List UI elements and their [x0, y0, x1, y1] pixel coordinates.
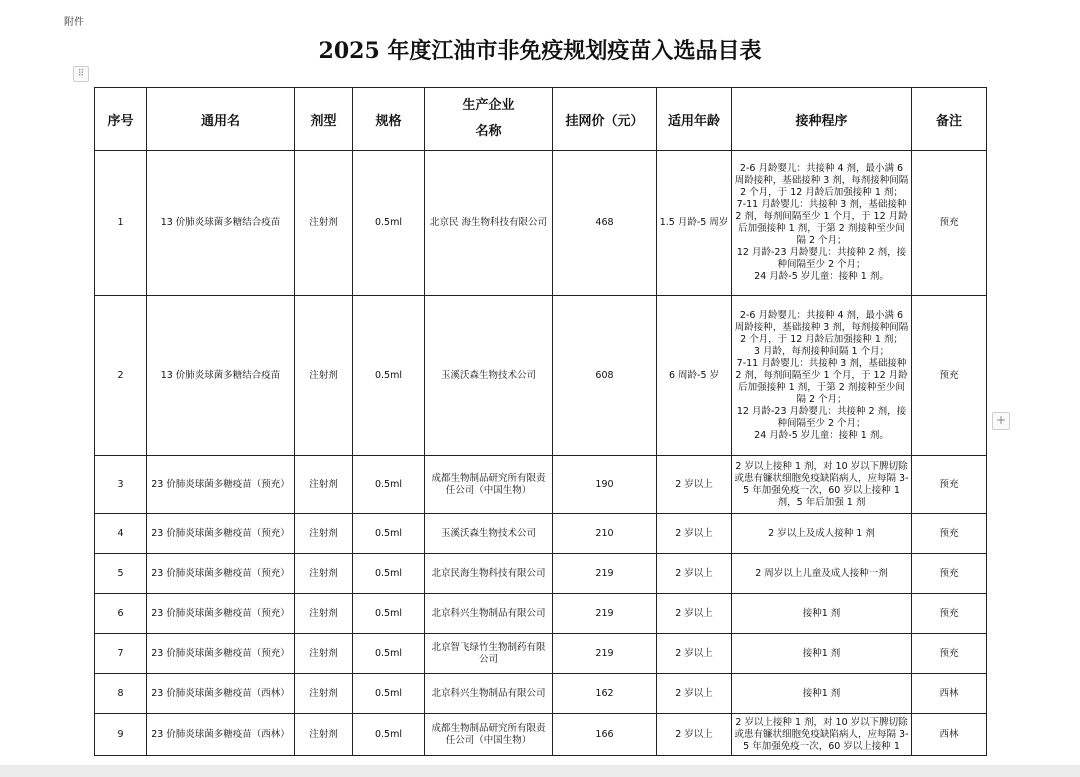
- cell-spec: 0.5ml: [353, 514, 425, 554]
- cell-manufacturer: 北京科兴生物制品有限公司: [425, 674, 553, 714]
- table-drag-handle-icon[interactable]: ⠿: [73, 66, 89, 82]
- cell-age: 2 岁以上: [657, 554, 732, 594]
- header-seq: 序号: [95, 88, 147, 151]
- cell-seq: 9: [95, 714, 147, 756]
- procedure-line: 2 岁以上接种 1 剂，对 10 岁以下脾切除或患有镰状细胞免疫缺陷病人，应每隔 3-5 年加强免疫一次，60 岁以上接种 1 剂，5 年后加强 1 剂: [734, 460, 909, 508]
- cell-price: 219: [553, 594, 657, 634]
- cell-form: 注射剂: [295, 456, 353, 514]
- cell-name: 23 价肺炎球菌多糖疫苗（预充）: [147, 514, 295, 554]
- cell-price: 468: [553, 151, 657, 296]
- table-row: [95, 554, 987, 594]
- cell-procedure: [732, 296, 912, 456]
- cell-name: 23 价肺炎球菌多糖疫苗（预充）: [147, 456, 295, 514]
- cell-manufacturer: 北京科兴生物制品有限公司: [425, 594, 553, 634]
- cell-seq: 5: [95, 554, 147, 594]
- procedure-line: 2 岁以上及成人接种 1 剂: [768, 527, 875, 539]
- cell-form: 注射剂: [295, 151, 353, 296]
- cell-procedure: [732, 634, 912, 674]
- procedure-line: 24 月龄-5 岁儿童：接种 1 剂。: [754, 429, 889, 441]
- cell-spec: 0.5ml: [353, 554, 425, 594]
- cell-price: 166: [553, 714, 657, 756]
- cell-procedure: [732, 674, 912, 714]
- procedure-line: 2-6 月龄婴儿：共接种 4 剂，最小满 6 周龄接种，基础接种 3 剂，每剂接种间隔 2 个月，于 12 月龄后加强接种 1 剂；: [734, 163, 909, 198]
- cell-remark: 预充: [912, 514, 987, 554]
- cell-remark: 预充: [912, 456, 987, 514]
- cell-seq: 1: [95, 151, 147, 296]
- cell-spec: 0.5ml: [353, 296, 425, 456]
- cell-age: 6 周龄-5 岁: [657, 296, 732, 456]
- cell-seq: 4: [95, 514, 147, 554]
- header-manufacturer-line2: 名称: [475, 124, 502, 139]
- cell-remark: 预充: [912, 594, 987, 634]
- cell-procedure: [732, 714, 912, 756]
- cell-manufacturer: 玉溪沃森生物技术公司: [425, 296, 553, 456]
- cell-manufacturer: 北京民 海生物科技有限公司: [425, 151, 553, 296]
- cell-seq: 2: [95, 296, 147, 456]
- header-age: 适用年龄: [657, 88, 732, 151]
- procedure-line: 12 月龄-23 月龄婴儿：共接种 2 剂，接种间隔至少 2 个月；: [736, 247, 907, 270]
- cell-name: 23 价肺炎球菌多糖疫苗（预充）: [147, 634, 295, 674]
- procedure-line: 接种1 剂: [802, 647, 841, 659]
- cell-price: 219: [553, 554, 657, 594]
- cell-form: 注射剂: [295, 594, 353, 634]
- vaccine-table: [94, 87, 987, 756]
- procedure-line: 7-11 月龄婴儿：共接种 3 剂，基础接种 2 剂，每剂间隔至少 1 个月，于 12 月龄后加强接种 1 剂，于第 2 剂接种至少间隔 2 个月；: [735, 199, 908, 246]
- table-row: [95, 714, 987, 756]
- attachment-label: 附件: [64, 17, 84, 28]
- cell-seq: 6: [95, 594, 147, 634]
- procedure-line: 2 周岁以上儿童及成人接种一剂: [755, 567, 888, 579]
- cell-age: 2 岁以上: [657, 594, 732, 634]
- cell-spec: 0.5ml: [353, 456, 425, 514]
- procedure-line: 3 月龄，每剂接种间隔 1 个月；: [753, 345, 890, 357]
- cell-remark: 预充: [912, 634, 987, 674]
- cell-name: 23 价肺炎球菌多糖疫苗（西林）: [147, 674, 295, 714]
- procedure-line: 24 月龄-5 岁儿童：接种 1 剂。: [754, 271, 889, 282]
- cell-procedure: [732, 554, 912, 594]
- cell-age: 2 岁以上: [657, 514, 732, 554]
- cell-age: 1.5 月龄-5 周岁: [657, 151, 732, 296]
- cell-manufacturer: 玉溪沃森生物技术公司: [425, 514, 553, 554]
- cell-age: 2 岁以上: [657, 714, 732, 756]
- cell-form: 注射剂: [295, 514, 353, 554]
- cell-age: 2 岁以上: [657, 456, 732, 514]
- cell-manufacturer: 成都生物制品研究所有限责任公司（中国生物）: [425, 714, 553, 756]
- cell-form: 注射剂: [295, 296, 353, 456]
- cell-form: 注射剂: [295, 634, 353, 674]
- header-manufacturer-line1: 生产企业: [462, 98, 515, 113]
- cell-name: 23 价肺炎球菌多糖疫苗（预充）: [147, 554, 295, 594]
- cell-name: 13 价肺炎球菌多糖结合疫苗: [147, 296, 295, 456]
- cell-price: 162: [553, 674, 657, 714]
- table-row: [95, 456, 987, 514]
- cell-manufacturer: 北京民海生物科技有限公司: [425, 554, 553, 594]
- cell-remark: 预充: [912, 554, 987, 594]
- cell-procedure: [732, 151, 912, 296]
- cell-procedure: [732, 514, 912, 554]
- cell-manufacturer: 成都生物制品研究所有限责任公司（中国生物）: [425, 456, 553, 514]
- cell-price: 219: [553, 634, 657, 674]
- cell-remark: 预充: [912, 151, 987, 296]
- header-manufacturer: [425, 88, 553, 151]
- cell-spec: 0.5ml: [353, 714, 425, 756]
- cell-seq: 8: [95, 674, 147, 714]
- cell-spec: 0.5ml: [353, 634, 425, 674]
- cell-spec: 0.5ml: [353, 674, 425, 714]
- table-row: [95, 514, 987, 554]
- cell-procedure: [732, 456, 912, 514]
- cell-spec: 0.5ml: [353, 151, 425, 296]
- cell-age: 2 岁以上: [657, 674, 732, 714]
- cell-remark: 西林: [912, 674, 987, 714]
- cell-name: 23 价肺炎球菌多糖疫苗（预充）: [147, 594, 295, 634]
- horizontal-scrollbar[interactable]: [0, 765, 1080, 777]
- cell-price: 190: [553, 456, 657, 514]
- header-spec: 规格: [353, 88, 425, 151]
- cell-remark: 预充: [912, 296, 987, 456]
- table-row: [95, 151, 987, 296]
- cell-seq: 7: [95, 634, 147, 674]
- cell-price: 210: [553, 514, 657, 554]
- table-row: [95, 674, 987, 714]
- cell-manufacturer: 北京智飞绿竹生物制药有限公司: [425, 634, 553, 674]
- cell-price: 608: [553, 296, 657, 456]
- table-row: [95, 594, 987, 634]
- header-procedure: 接种程序: [732, 88, 912, 151]
- cell-form: 注射剂: [295, 714, 353, 756]
- procedure-line: 12 月龄-23 月龄婴儿：共接种 2 剂，接种间隔至少 2 个月；: [736, 405, 907, 429]
- cell-form: 注射剂: [295, 554, 353, 594]
- header-remark: 备注: [912, 88, 987, 151]
- add-column-icon[interactable]: +: [992, 412, 1010, 430]
- table-row: [95, 634, 987, 674]
- cell-name: 13 价肺炎球菌多糖结合疫苗: [147, 151, 295, 296]
- header-form: 剂型: [295, 88, 353, 151]
- procedure-line: 7-11 月龄婴儿：共接种 3 剂，基础接种 2 剂，每剂间隔至少 1 个月，于 12 月龄后加强接种 1 剂，于第 2 剂接种至少间隔 2 个月；: [735, 357, 908, 405]
- procedure-line: 接种1 剂: [802, 607, 841, 619]
- cell-seq: 3: [95, 456, 147, 514]
- header-price: 挂网价（元）: [553, 88, 657, 151]
- header-name: 通用名: [147, 88, 295, 151]
- procedure-line: 接种1 剂: [802, 687, 841, 699]
- procedure-line: 2-6 月龄婴儿：共接种 4 剂，最小满 6 周龄接种，基础接种 3 剂，每剂接种间隔 2 个月，于 12 月龄后加强接种 1 剂；: [734, 309, 909, 345]
- document-title: 2025 年度江油市非免疫规划疫苗入选品目表: [318, 38, 762, 64]
- cell-remark: 西林: [912, 714, 987, 756]
- procedure-line: 2 岁以上接种 1 剂，对 10 岁以下脾切除或患有镰状细胞免疫缺陷病人，应每隔 3-5 年加强免疫一次，60 岁以上接种 1: [734, 716, 909, 752]
- cell-procedure: [732, 594, 912, 634]
- cell-age: 2 岁以上: [657, 634, 732, 674]
- header-row: [95, 88, 987, 151]
- table-row: [95, 296, 987, 456]
- cell-spec: 0.5ml: [353, 594, 425, 634]
- cell-form: 注射剂: [295, 674, 353, 714]
- cell-name: 23 价肺炎球菌多糖疫苗（西林）: [147, 714, 295, 756]
